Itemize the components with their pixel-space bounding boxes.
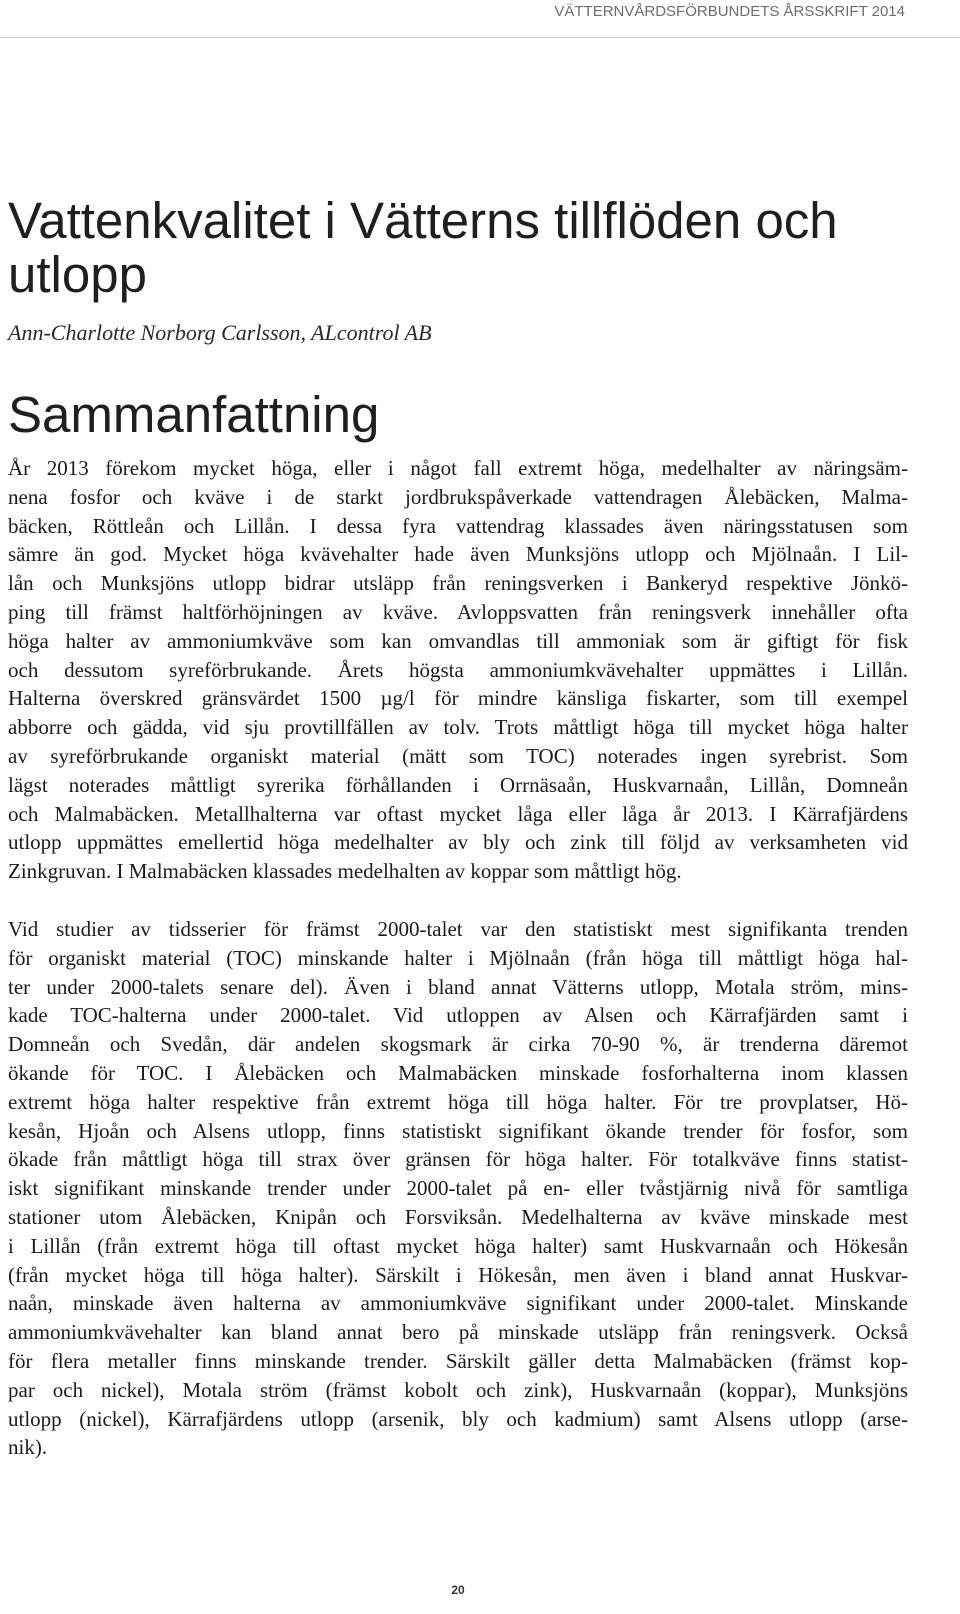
paragraph-line: nena fosfor och kväve i de starkt jordbrukspåverkade vattendragen Ålebäcken, Malma-: [8, 484, 908, 509]
paragraph-line: År 2013 förekom mycket höga, eller i något fall extremt höga, medelhalter av näringsäm-: [8, 456, 908, 480]
summary-paragraph: [8, 454, 908, 886]
paragraph-line: för organiskt material (TOC) minskande halter i Mjölnaån (från höga till måttligt höga hal-: [8, 945, 908, 970]
paragraph-line: Domneån och Svedån, där andelen skogsmark är cirka 70-90 %, är trenderna däremot: [8, 1032, 908, 1057]
paragraph-line: höga halter av ammoniumkväve som kan omvandlas till ammoniak som är giftigt för fisk: [8, 628, 908, 653]
paragraph-line: ping till främst haltförhöjningen av kväve. Avloppsvatten från reningsverk innehåller ofta: [8, 599, 908, 624]
header-rule: [0, 37, 960, 38]
article-title-line: Vattenkvalitet i Vätterns tillflöden och: [8, 192, 838, 249]
paragraph-line: ter under 2000-talets senare del). Även i bland annat Vätterns utlopp, Motala ström, mins-: [8, 974, 908, 999]
paragraph-line: iskt signifikant minskande trender under 2000-talet på en- eller tvåstjärnig nivå för samtliga: [8, 1176, 908, 1201]
paragraph-line: och Malmabäcken. Metallhalterna var oftast mycket låga eller låga år 2013. I Kärrafjärdens: [8, 801, 908, 826]
paragraph-line: extremt höga halter respektive från extremt höga till höga halter. För tre provplatser, Hö-: [8, 1089, 908, 1114]
paragraph-line: abborre och gädda, vid sju provtillfällen av tolv. Trots måttligt höga till mycket höga halter: [8, 715, 908, 740]
summary-paragraph: [8, 915, 908, 1462]
paragraph-line: lån och Munksjöns utlopp bidrar utsläpp från reningsverken i Bankeryd respektive Jönkö-: [8, 571, 908, 596]
article-title: [8, 194, 948, 302]
running-header: VÄTTERNVÅRDSFÖRBUNDETS ÅRSSKRIFT 2014: [554, 3, 905, 20]
paragraph-line: kade TOC-halterna under 2000-talet. Vid utloppen av Alsen och Kärrafjärden samt i: [8, 1003, 908, 1028]
paragraph-line: bäcken, Röttleån och Lillån. I dessa fyra vattendrag klassades även näringsstatusen som: [8, 513, 908, 538]
paragraph-line: stationer utom Ålebäcken, Knipån och Forsviksån. Medelhalterna av kväve minskade mest: [8, 1204, 908, 1229]
author-byline: Ann-Charlotte Norborg Carlsson, ALcontrol AB: [8, 320, 432, 345]
article-title-line: utlopp: [8, 246, 147, 303]
paragraph-line: utlopp (nickel), Kärrafjärdens utlopp (arsenik, bly och kadmium) samt Alsens utlopp (arse-: [8, 1406, 908, 1431]
page-number: 20: [451, 1583, 465, 1597]
paragraph-line: nik).: [8, 1435, 48, 1460]
section-heading-summary: Sammanfattning: [8, 386, 380, 443]
paragraph-line: ammoniumkvävehalter kan bland annat bero på minskade utsläpp från reningsverk. Också: [8, 1320, 908, 1345]
paragraph-line: och dessutom syreförbrukande. Årets högsta ammoniumkvävehalter uppmättes i Lillån.: [8, 657, 908, 682]
paragraph-line: (från mycket höga till höga halter). Särskilt i Hökesån, men även i bland annat Huskvar-: [8, 1262, 908, 1287]
paragraph-line: i Lillån (från extremt höga till oftast mycket höga halter) samt Huskvarnaån och Hökesån: [8, 1233, 908, 1258]
paragraph-line: lägst noterades måttligt syrerika förhållanden i Orrnäsaån, Huskvarnaån, Lillån, Domneån: [8, 772, 908, 797]
paragraph-line: sämre än god. Mycket höga kvävehalter hade även Munksjöns utlopp och Mjölnaån. I Lil-: [8, 542, 908, 567]
paragraph-line: av syreförbrukande organiskt material (mätt som TOC) noterades ingen syrebrist. Som: [8, 743, 908, 768]
paragraph-line: naån, minskade även halterna av ammoniumkväve signifikant under 2000-talet. Minskande: [8, 1291, 908, 1316]
paragraph-line: Zinkgruvan. I Malmabäcken klassades medelhalten av koppar som måttligt hög.: [8, 859, 682, 884]
paragraph-line: för flera metaller finns minskande trender. Särskilt gäller detta Malmabäcken (främst kop-: [8, 1348, 908, 1373]
paragraph-line: ökande för TOC. I Ålebäcken och Malmabäcken minskade fosforhalterna inom klassen: [8, 1060, 908, 1085]
paragraph-line: Vid studier av tidsserier för främst 2000-talet var den statistiskt mest signifikanta trenden: [8, 917, 908, 941]
paragraph-line: utlopp uppmättes emellertid höga medelhalter av bly och zink till följd av verksamheten vid: [8, 830, 908, 855]
paragraph-line: par och nickel), Motala ström (främst kobolt och zink), Huskvarnaån (koppar), Munksjöns: [8, 1377, 908, 1402]
paragraph-line: Halterna överskred gränsvärdet 1500 µg/l för mindre känsliga fiskarter, som till exempel: [8, 686, 908, 711]
paragraph-line: kesån, Hjoån och Alsens utlopp, finns statistiskt signifikant ökande trender för fosfor, som: [8, 1118, 908, 1143]
paragraph-line: ökade från måttligt höga till strax över gränsen för höga halter. För totalkväve finns statist-: [8, 1147, 908, 1172]
